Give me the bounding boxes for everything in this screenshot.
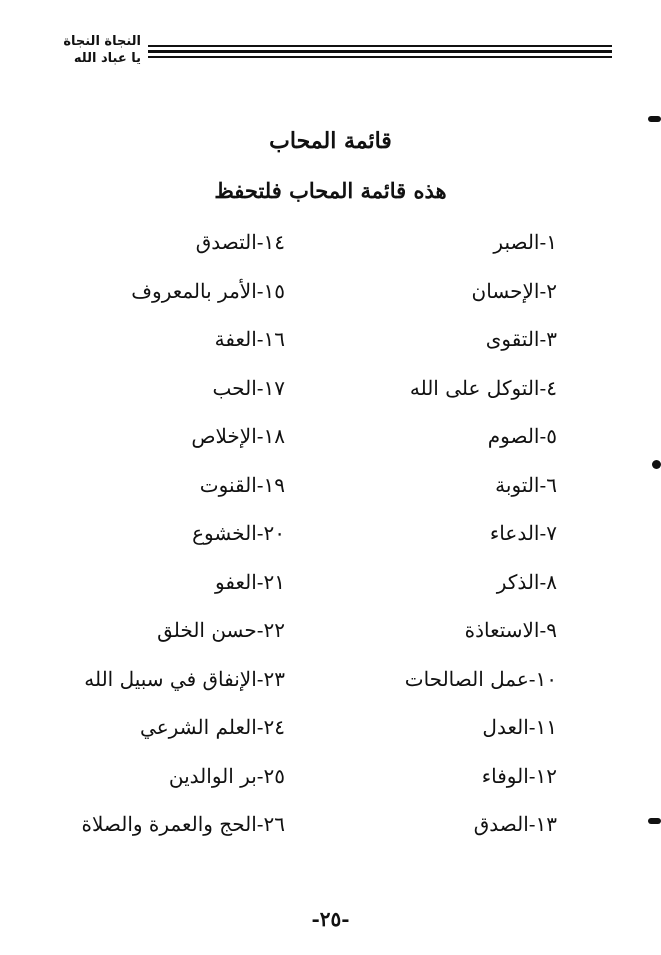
scan-edge-mark [648, 116, 661, 122]
list-item: ٢٣-الإنفاق في سبيل الله [84, 666, 285, 691]
list-item: ١٦-العفة [214, 327, 285, 351]
running-header [21, 33, 141, 67]
list-item: ١٢-الوفاء [481, 763, 557, 788]
list-item: ٢٢-حسن الخلق [157, 618, 285, 642]
list-item: ٢٦-الحج والعمرة والصلاة [81, 812, 285, 836]
list-column-left [0, 224, 285, 855]
page-title: قائمة المحاب [269, 128, 392, 154]
list-item: ١٠-عمل الصالحات [404, 666, 557, 691]
list-item: ٢٠-الخشوع [192, 521, 285, 545]
list-item: ٩-الاستعاذة [464, 618, 557, 642]
header-rule [148, 50, 612, 53]
list-item: ٨-الذكر [496, 569, 557, 594]
page-number: -٢٥- [311, 907, 350, 931]
list-item: ٢٥-بر الوالدين [168, 763, 285, 788]
list-item: ١٥-الأمر بالمعروف [131, 278, 285, 303]
list-item: ٦-التوبة [495, 472, 557, 497]
list-item: ٤-التوكل على الله [409, 375, 557, 400]
book-title: النجاة النجاة [63, 34, 141, 49]
scan-edge-mark [648, 818, 661, 824]
list-item: ٢٤-العلم الشرعي [140, 715, 285, 739]
page-subtitle: هذه قائمة المحاب فلتحفظ [214, 178, 447, 203]
list-item: ١٤-التصدق [195, 230, 285, 254]
list-item: ٧-الدعاء [489, 521, 557, 545]
book-subtitle: يا عباد الله [73, 51, 141, 66]
list-item: ٢١-العفو [215, 569, 285, 594]
list-item: ٢-الإحسان [471, 278, 557, 303]
header-rule [148, 45, 612, 47]
header-rule [148, 56, 612, 58]
list-item: ١١-العدل [482, 715, 557, 739]
list-item: ٥-الصوم [487, 424, 557, 448]
list-column-right [327, 224, 557, 855]
list-item: ٣-التقوى [485, 327, 557, 351]
list-item: ١٨-الإخلاص [191, 424, 285, 448]
list-item: ١٣-الصدق [473, 812, 557, 836]
list-item: ١٩-القنوت [199, 472, 285, 497]
scan-edge-mark [652, 460, 661, 469]
list-item: ١-الصبر [493, 230, 557, 254]
list-item: ١٧-الحب [212, 375, 285, 400]
